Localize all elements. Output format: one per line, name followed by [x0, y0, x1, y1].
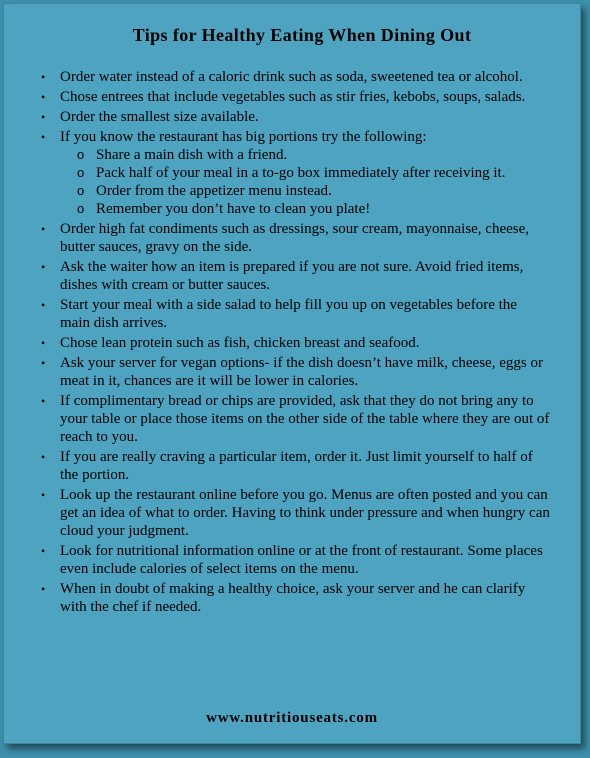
tip-text: Ask your server for vegan options- if the dish doesn’t have milk, cheese, eggs or meat in it, chances are it will be lower in calories.: [60, 355, 543, 389]
tip-text: If you are really craving a particular item, order it. Just limit yourself to half of the portion.: [60, 449, 533, 483]
list-item: [41, 354, 550, 390]
sub-list-item: [77, 200, 550, 218]
sub-tips-list: [60, 146, 550, 218]
circle-bullet-icon: o: [77, 183, 85, 198]
page-title: Tips for Healthy Eating When Dining Out: [132, 25, 472, 45]
bullet-icon: •: [41, 260, 46, 274]
bullet-icon: •: [41, 110, 46, 124]
sub-tip-text: Order from the appetizer menu instead.: [96, 183, 332, 199]
bullet-icon: •: [41, 130, 46, 144]
tip-text: Ask the waiter how an item is prepared if you are not sure. Avoid fried items, dishes with cream or butter sauces.: [60, 259, 524, 293]
tip-text: If complimentary bread or chips are provided, ask that they do not bring any to your table or place those items on the other side of the table where they are out of reach to you.: [60, 393, 550, 445]
circle-bullet-icon: o: [77, 201, 85, 216]
tip-text: Order high fat condiments such as dressings, sour cream, mayonnaise, cheese, butter sauces, gravy on the side.: [60, 221, 530, 255]
list-item: [41, 542, 550, 578]
circle-bullet-icon: o: [77, 147, 85, 162]
list-item: [41, 88, 550, 106]
bullet-icon: •: [41, 336, 46, 350]
sub-tip-text: Pack half of your meal in a to-go box immediately after receiving it.: [96, 165, 506, 181]
tip-text: When in doubt of making a healthy choice, ask your server and he can clarify with the chef if needed.: [60, 581, 526, 615]
website-url: www.nutritiouseats.com: [206, 710, 378, 726]
list-item: [41, 580, 550, 616]
bullet-icon: •: [41, 450, 46, 464]
list-item: [41, 486, 550, 540]
list-item: [41, 258, 550, 294]
list-item: [41, 108, 550, 126]
bullet-icon: •: [41, 582, 46, 596]
list-item: [41, 334, 550, 352]
list-item: [41, 128, 550, 218]
bullet-icon: •: [41, 222, 46, 236]
tips-list: [4, 68, 580, 618]
tip-text: Look up the restaurant online before you go. Menus are often posted and you can get an idea of what to order. Having to think under pressure and when hungry can cloud your judgment.: [60, 487, 550, 539]
bullet-icon: •: [41, 394, 46, 408]
bullet-icon: •: [41, 544, 46, 558]
bullet-icon: •: [41, 70, 46, 84]
sub-list-item: [77, 182, 550, 200]
flyer-page: [3, 3, 581, 744]
circle-bullet-icon: o: [77, 165, 85, 180]
list-item: [41, 296, 550, 332]
sub-list-item: [77, 164, 550, 182]
tip-text: If you know the restaurant has big portions try the following:: [60, 129, 427, 145]
sub-tip-text: Remember you don’t have to clean you plate!: [96, 201, 371, 217]
tip-text: Chose lean protein such as fish, chicken breast and seafood.: [60, 335, 420, 351]
tip-text: Start your meal with a side salad to help fill you up on vegetables before the main dish arrives.: [60, 297, 517, 331]
list-item: [41, 448, 550, 484]
tip-text: Chose entrees that include vegetables such as stir fries, kebobs, soups, salads.: [60, 89, 526, 105]
sub-tip-text: Share a main dish with a friend.: [96, 147, 288, 163]
bullet-icon: •: [41, 488, 46, 502]
bullet-icon: •: [41, 298, 46, 312]
bullet-icon: •: [41, 90, 46, 104]
tip-text: Look for nutritional information online or at the front of restaurant. Some places even include calories of select items on the menu.: [60, 543, 543, 577]
list-item: [41, 68, 550, 86]
list-item: [41, 392, 550, 446]
sub-list-item: [77, 146, 550, 164]
bullet-icon: •: [41, 356, 46, 370]
tip-text: Order the smallest size available.: [60, 109, 259, 125]
tip-text: Order water instead of a caloric drink such as soda, sweetened tea or alcohol.: [60, 69, 523, 85]
list-item: [41, 220, 550, 256]
